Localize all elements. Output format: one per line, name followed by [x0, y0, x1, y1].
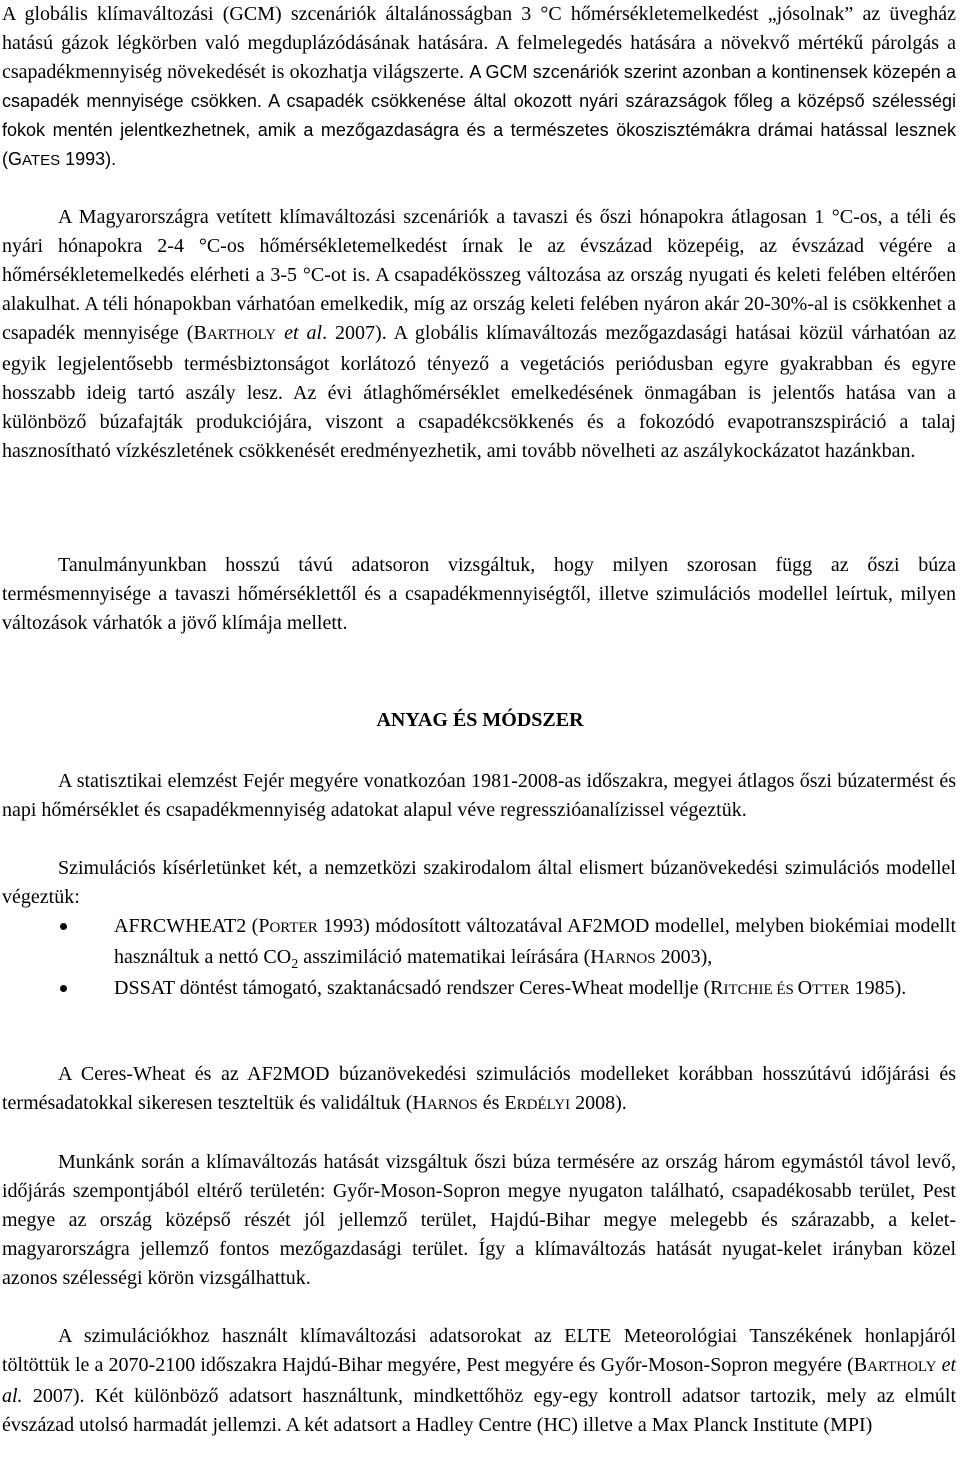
citation-gates-initial: G	[8, 149, 23, 169]
paragraph-text: A globális klímaváltozási (GCM) szcenáriók általánosságban 3 °C hőmérsékletemelkedést „jósolnak” az üvegház hatású gázok légkörben való megduplázódásának hatására. A felmelegedés hatására a növekvő mértékű párolgás a csapadékmennyiség növekedését is okozhatja világszerte.	[2, 3, 956, 83]
list-item-afrcwheat: AFRCWHEAT2 (PORTER 1993) módosított változatával AF2MOD modellel, melyben biokémiai modellt használtuk a nettó $CO_2$ asszimiláció matematikai leírására (HARNOS 2003),	[2, 912, 956, 974]
citation-bartholy-rest: ARTHOLY	[206, 327, 277, 343]
model-list	[2, 912, 956, 1005]
paragraph-text-sans: A GCM szcenáriók szerint azonban a kontinensek közepén a csapadék mennyisége csökken. A csapadék csökkenése által okozott nyári szárazságok főleg a középső szélességi fokok mentén jelentkezhetnek, amik a mezőgazdaságra és a természetes ökoszisztémákra drámai hatással lesznek (	[2, 62, 956, 169]
bullet-icon	[60, 985, 67, 992]
bullet-icon	[60, 923, 67, 930]
paragraph-regions: Munkánk során a klímaváltozás hatását vizsgáltuk őszi búza termésére az ország három egymástól távol levő, időjárás szempontjából eltérő területén: Győr-Moson-Sopron megye nyugaton található, csapadékosabb terület, Pest megye az ország középső részét jól jellemző terület, Hajdú-Bihar megye melegebb és szárazabb, a kelet-magyarországra jellemző fontos mezőgazdasági terület. Így a klímaváltozás hatását nyugat-kelet irányban közel azonos szélességi körön vizsgálhattuk.	[2, 1151, 956, 1289]
paragraph-study-aim: Tanulmányunkban hosszú távú adatsoron vizsgáltuk, hogy milyen szorosan függ az őszi búza termésmennyisége a tavaszi hőmérséklettől és a csapadékmennyiségtől, illetve szimulációs modellel leírtuk, milyen változások várhatók a jövő klímája mellett.	[2, 554, 956, 634]
list-item-dssat: DSSAT döntést támogató, szaktanácsadó rendszer Ceres-Wheat modellje (RITCHIE ÉS OTTER 1985).	[2, 974, 956, 1005]
citation-year: 1993).	[60, 149, 117, 169]
paragraph-model-validation: A Ceres-Wheat és az AF2MOD búzanövekedési szimulációs modelleket korábban hosszútávú időjárási és termésadatokkal sikeresen teszteltük és validáltuk (HARNOS és ERDÉLYI 2008).	[2, 1063, 956, 1114]
paragraph-hungary-scenarios	[2, 203, 956, 466]
citation-et-al: et al	[284, 322, 323, 344]
citation-bartholy-initial: B	[193, 322, 207, 344]
section-heading: ANYAG ÉS MÓDSZER	[376, 709, 584, 731]
paragraph-simulation-intro: Szimulációs kísérletünket két, a nemzetközi szakirodalom által elismert búzanövekedési szimulációs modellel végeztük:	[2, 857, 956, 908]
citation-gates-rest: ATES	[22, 152, 61, 169]
paragraph-gcm-scenarios	[2, 0, 956, 175]
paragraph-text: A Magyarországra vetített klímaváltozási szcenáriók a tavaszi és őszi hónapokra átlagosan 1 °C-os, a téli és nyári hónapokra 2-4 °C-os hőmérsékletemelkedést írnak le az évszázad közepéig, az évszázad végére a hőmérsékletemelkedés elérheti a 3-5 °C-ot is. A csapadékösszeg változása az ország nyugati és keleti felében eltérően alakulhat. A téli hónapokban várhatóan emelkedik, míg az ország keleti felében nyáron akár 20-30%-al is csökkenhet a csapadék mennyisége (	[2, 206, 956, 344]
paragraph-text-continued: . 2007). A globális klímaváltozás mezőgazdasági hatásai közül várhatóan az egyik legjelentősebb termésbiztonságot korlátozó tényező a vegetációs periódusban egyre gyakrabban és egyre hosszabb ideig tartó aszály lesz. Az évi átlaghőmérséklet emelkedésének önmagában is jelentős hatása van a különböző búzafajták produkciójára, viszont a csapadékcsökkenés és a fokozódó evapotranszspiráció a talaj hasznosítható vízkészletének csökkenését eredményezhetik, ami tovább növelheti az aszálykockázatot hazánkban.	[2, 322, 956, 462]
paragraph-data-source: A szimulációkhoz használt klímaváltozási adatsorokat az ELTE Meteorológiai Tanszékének honlapjáról töltöttük le a 2070-2100 időszakra Hajdú-Bihar megyére, Pest megyére és Győr-Moson-Sopron megyére (BARTHOLY et al. 2007). Két különböző adatsort használtunk, mindkettőhöz egy-egy kontroll adatsor tartozik, mely az elmúlt évszázad utolsó harmadát jellemzi. A két adatsort a Hadley Centre (HC) illetve a Max Planck Institute (MPI)	[2, 1325, 956, 1436]
paragraph-statistics: A statisztikai elemzést Fejér megyére vonatkozóan 1981-2008-as időszakra, megyei átlagos őszi búzatermést és napi hőmérséklet és csapadékmennyiség adatokat alapul véve regresszióanalízissel végeztük.	[2, 770, 956, 821]
